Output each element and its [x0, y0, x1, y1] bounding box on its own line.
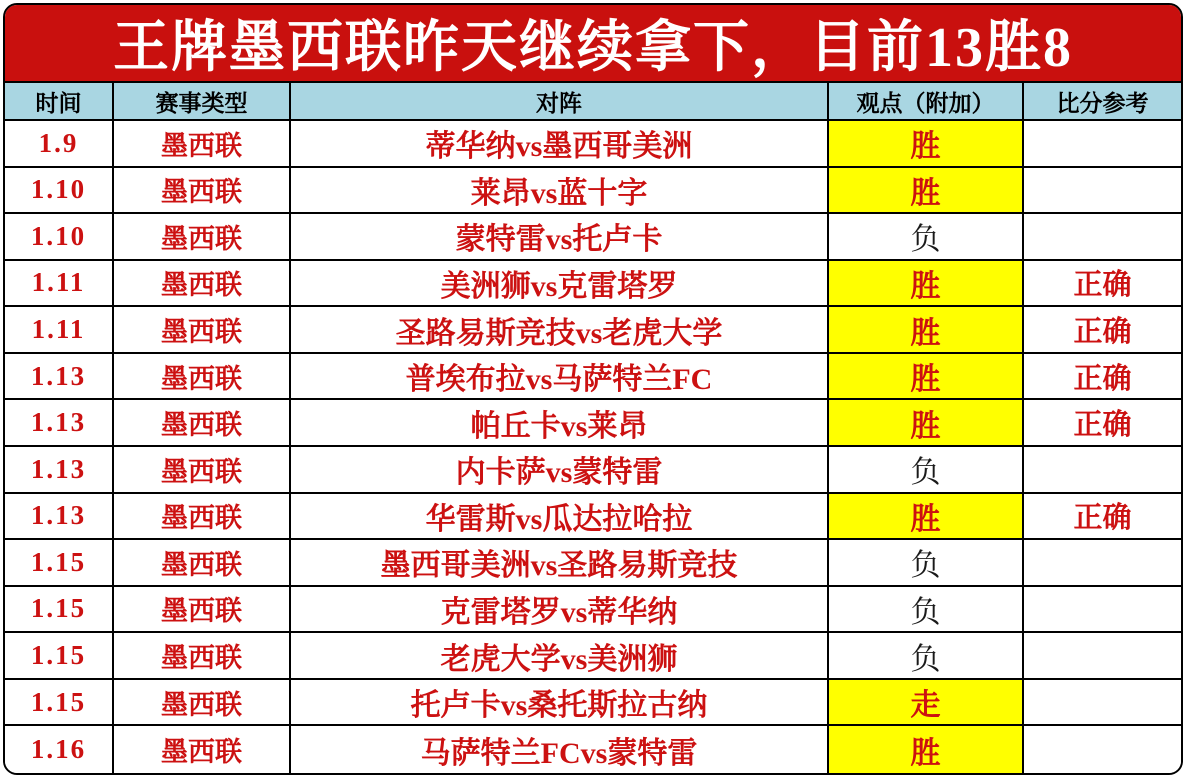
- league-cell: 墨西联: [114, 121, 291, 166]
- header-result: 比分参考: [1024, 83, 1181, 119]
- league-cell: 墨西联: [114, 214, 291, 259]
- pick-cell: 胜: [829, 400, 1024, 445]
- matchup-cell: 蒂华纳vs墨西哥美洲: [291, 121, 829, 166]
- pick-cell: 胜: [829, 307, 1024, 352]
- result-cell: [1024, 587, 1181, 632]
- pick-cell: 负: [829, 214, 1024, 259]
- matchup-cell: 帕丘卡vs莱昂: [291, 400, 829, 445]
- table-row: [5, 400, 1181, 447]
- result-cell: [1024, 540, 1181, 585]
- pick-cell: 负: [829, 447, 1024, 492]
- date-cell: 1.15: [5, 587, 114, 632]
- pick-cell: 负: [829, 587, 1024, 632]
- result-cell: [1024, 447, 1181, 492]
- pick-cell: 走: [829, 680, 1024, 725]
- matchup-cell: 内卡萨vs蒙特雷: [291, 447, 829, 492]
- matchup-cell: 托卢卡vs桑托斯拉古纳: [291, 680, 829, 725]
- date-cell: 1.10: [5, 168, 114, 213]
- date-cell: 1.13: [5, 494, 114, 539]
- table-row: [5, 214, 1181, 261]
- result-cell: [1024, 680, 1181, 725]
- result-cell: [1024, 633, 1181, 678]
- pick-cell: 胜: [829, 494, 1024, 539]
- result-cell: [1024, 726, 1181, 773]
- table-row: [5, 680, 1181, 727]
- header-time: 时间: [5, 83, 114, 119]
- league-cell: 墨西联: [114, 261, 291, 306]
- result-cell: [1024, 121, 1181, 166]
- date-cell: 1.15: [5, 633, 114, 678]
- matchup-cell: 普埃布拉vs马萨特兰FC: [291, 354, 829, 399]
- date-cell: 1.13: [5, 354, 114, 399]
- date-cell: 1.15: [5, 680, 114, 725]
- league-cell: 墨西联: [114, 494, 291, 539]
- result-cell: 正确: [1024, 400, 1181, 445]
- league-cell: 墨西联: [114, 587, 291, 632]
- table-row: [5, 354, 1181, 401]
- league-cell: 墨西联: [114, 726, 291, 773]
- date-cell: 1.11: [5, 261, 114, 306]
- banner-title: 王牌墨西联昨天继续拿下，目前13胜8: [5, 5, 1181, 83]
- result-cell: 正确: [1024, 354, 1181, 399]
- result-cell: 正确: [1024, 307, 1181, 352]
- table-row: [5, 261, 1181, 308]
- header-matchup: 对阵: [291, 83, 829, 119]
- league-cell: 墨西联: [114, 307, 291, 352]
- table-row: [5, 587, 1181, 634]
- date-cell: 1.11: [5, 307, 114, 352]
- date-cell: 1.13: [5, 447, 114, 492]
- table-row: [5, 540, 1181, 587]
- league-cell: 墨西联: [114, 354, 291, 399]
- prediction-table: [3, 3, 1183, 775]
- pick-cell: 胜: [829, 354, 1024, 399]
- pick-cell: 胜: [829, 726, 1024, 773]
- date-cell: 1.16: [5, 726, 114, 773]
- result-cell: [1024, 214, 1181, 259]
- pick-cell: 负: [829, 633, 1024, 678]
- date-cell: 1.13: [5, 400, 114, 445]
- table-row: [5, 633, 1181, 680]
- league-cell: 墨西联: [114, 633, 291, 678]
- pick-cell: 胜: [829, 168, 1024, 213]
- pick-cell: 胜: [829, 121, 1024, 166]
- matchup-cell: 老虎大学vs美洲狮: [291, 633, 829, 678]
- matchup-cell: 圣路易斯竞技vs老虎大学: [291, 307, 829, 352]
- matchup-cell: 马萨特兰FCvs蒙特雷: [291, 726, 829, 773]
- table-row: [5, 168, 1181, 215]
- header-pick: 观点（附加）: [829, 83, 1024, 119]
- table-row: [5, 726, 1181, 773]
- date-cell: 1.9: [5, 121, 114, 166]
- matchup-cell: 墨西哥美洲vs圣路易斯竞技: [291, 540, 829, 585]
- table-row: [5, 121, 1181, 168]
- matchup-cell: 莱昂vs蓝十字: [291, 168, 829, 213]
- date-cell: 1.15: [5, 540, 114, 585]
- matchup-cell: 蒙特雷vs托卢卡: [291, 214, 829, 259]
- match-table-body: [5, 121, 1181, 773]
- league-cell: 墨西联: [114, 400, 291, 445]
- pick-cell: 胜: [829, 261, 1024, 306]
- table-header-row: [5, 83, 1181, 121]
- table-row: [5, 447, 1181, 494]
- matchup-cell: 美洲狮vs克雷塔罗: [291, 261, 829, 306]
- pick-cell: 负: [829, 540, 1024, 585]
- league-cell: 墨西联: [114, 540, 291, 585]
- table-row: [5, 307, 1181, 354]
- league-cell: 墨西联: [114, 680, 291, 725]
- result-cell: 正确: [1024, 261, 1181, 306]
- date-cell: 1.10: [5, 214, 114, 259]
- table-row: [5, 494, 1181, 541]
- league-cell: 墨西联: [114, 168, 291, 213]
- result-cell: 正确: [1024, 494, 1181, 539]
- matchup-cell: 克雷塔罗vs蒂华纳: [291, 587, 829, 632]
- league-cell: 墨西联: [114, 447, 291, 492]
- result-cell: [1024, 168, 1181, 213]
- header-league: 赛事类型: [114, 83, 291, 119]
- matchup-cell: 华雷斯vs瓜达拉哈拉: [291, 494, 829, 539]
